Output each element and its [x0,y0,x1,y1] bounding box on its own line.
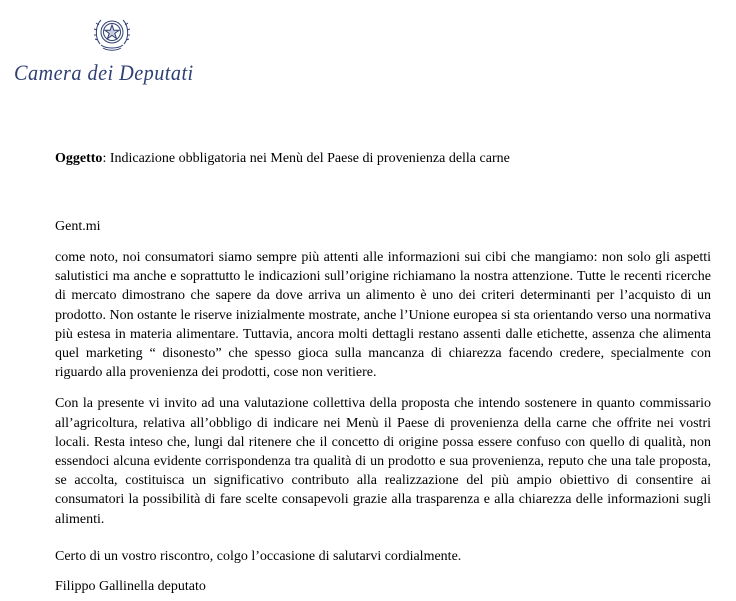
subject-text: : Indicazione obbligatoria nei Menù del Paese di provenienza della carne [102,151,510,166]
greeting: Gent.mi [55,219,101,234]
body-paragraph-2: Con la presente vi invito ad una valutazione collettiva della proposta che intendo sostenere in quanto commissario all’agricoltura, relativa all’obbligo di indicare nei Menù il Paese di provenienza della carne che offrite nei vostri locali. Resta inteso che, lungi dal ritenere che il concetto di origine possa essere confuso con quello di qualità, non essendoci alcuna evidente corrispondenza tra qualità di un prodotto e sua provenienza, reputo che una tale proposta, se accolta, costituisca un significativo contributo alla realizzazione del più ampio obiettivo di consentire ai consumatori la possibilità di fare scelte consapevoli grazie alla trasparenza e alla chiarezza delle informazioni sugli alimenti. [55,396,711,527]
subject-label: Oggetto [55,151,103,166]
body-paragraph-1: come noto, noi consumatori siamo sempre più attenti alle informazioni sui cibi che mangiamo: non solo gli aspetti salutistici ma anche e soprattutto le indicazioni sull’origine richiamano la nostra attenzione. Tutte le recenti ricerche di mercato dimostrano che sapere da dove arriva un alimento è uno dei criteri determinanti per l’acquisto di un prodotto. Non ostante le riserve inizialmente mostrate, anche l’Unione europea si sta orientando verso una normativa più estesa in materia alimentare. Tuttavia, ancora molti dettagli restano assenti dalle etichette, assenza che alimenta quel marketing “ disonesto” che spesso gioca sulla mancanza di chiarezza facendo credere, specialmente con riguardo alla provenienza dei prodotti, cose non veritiere. [55,250,711,381]
signature: Filippo Gallinella deputato [55,579,206,594]
italian-republic-emblem-icon [92,12,132,56]
letterhead-title: Camera dei Deputati [14,60,194,85]
closing-line: Certo di un vostro riscontro, colgo l’occasione di salutarvi cordialmente. [55,549,462,564]
letterhead-logo [14,10,204,100]
subject-line [55,150,510,168]
letter-body [55,248,711,529]
